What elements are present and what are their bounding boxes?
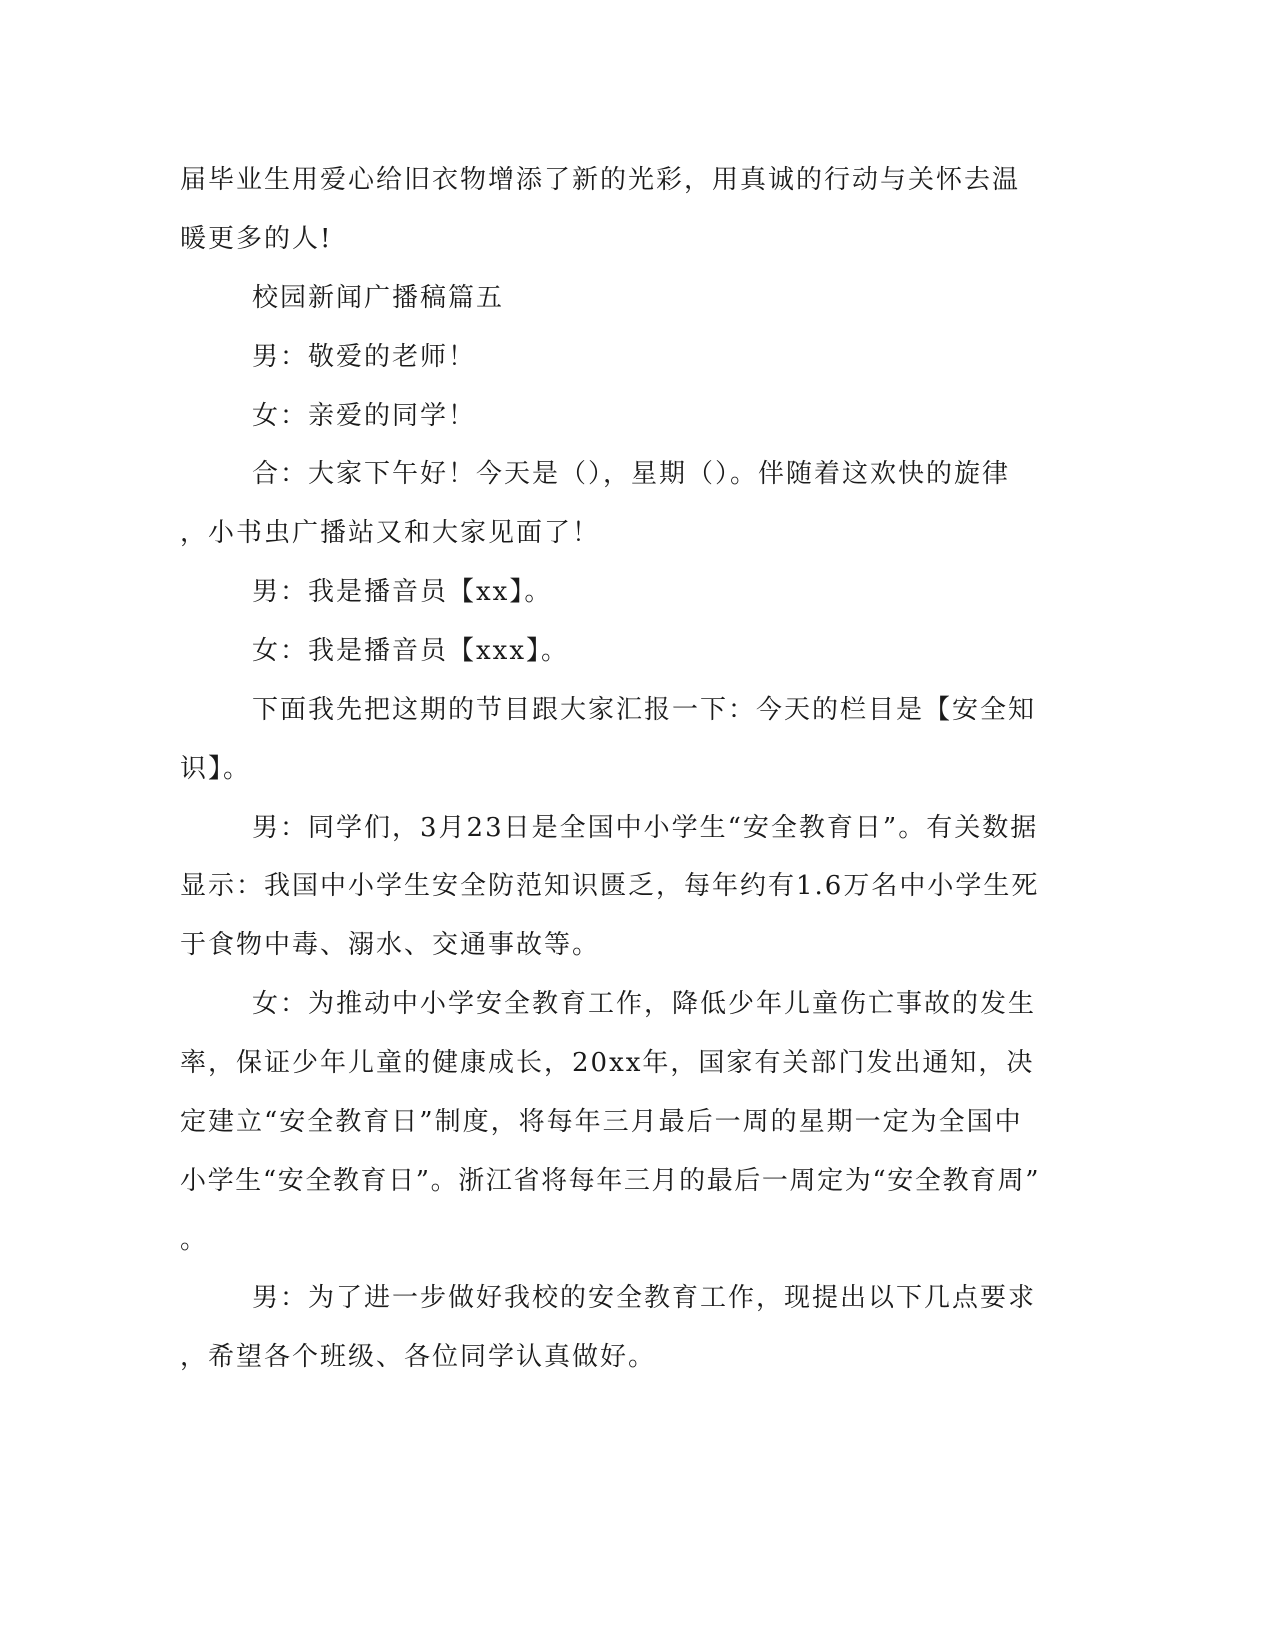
text-line: 率，保证少年儿童的健康成长，20xx年，国家有关部门发出通知，决 [180,1048,1035,1078]
text-line: ，希望各个班级、各位同学认真做好。 [180,1342,657,1372]
text-line: 下面我先把这期的节目跟大家汇报一下：今天的栏目是【安全知 [252,695,1037,725]
text-line: 于食物中毒、溺水、交通事故等。 [180,930,601,960]
text-line: 合：大家下午好！今天是（），星期（）。伴随着这欢快的旋律 [252,459,1011,489]
section-heading: 校园新闻广播稿篇五 [252,283,505,313]
text-line: 男：敬爱的老师！ [252,342,477,372]
text-line: 男：同学们，3月23日是全国中小学生“安全教育日”。有关数据 [252,813,1039,843]
text-line: 女：我是播音员【xxx】。 [252,636,569,666]
text-line: 暖更多的人! [180,224,333,254]
text-line: ，小书虫广播站又和大家见面了！ [180,518,601,548]
text-line: 男：为了进一步做好我校的安全教育工作，现提出以下几点要求 [252,1283,1037,1313]
text-line: 显示：我国中小学生安全防范知识匮乏，每年约有1.6万名中小学生死 [180,871,1040,901]
text-line: 定建立“安全教育日”制度，将每年三月最后一周的星期一定为全国中 [180,1107,1023,1137]
text-line: 男：我是播音员【xx】。 [252,577,553,607]
text-line: 小学生“安全教育日”。浙江省将每年三月的最后一周定为“安全教育周” [180,1166,1041,1196]
text-line: 。 [180,1225,209,1255]
text-line: 识】。 [180,754,252,784]
text-line: 女：亲爱的同学！ [252,401,477,431]
text-line: 女：为推动中小学安全教育工作，降低少年儿童伤亡事故的发生 [252,989,1037,1019]
text-line: 届毕业生用爱心给旧衣物增添了新的光彩，用真诚的行动与关怀去温 [180,165,1021,195]
